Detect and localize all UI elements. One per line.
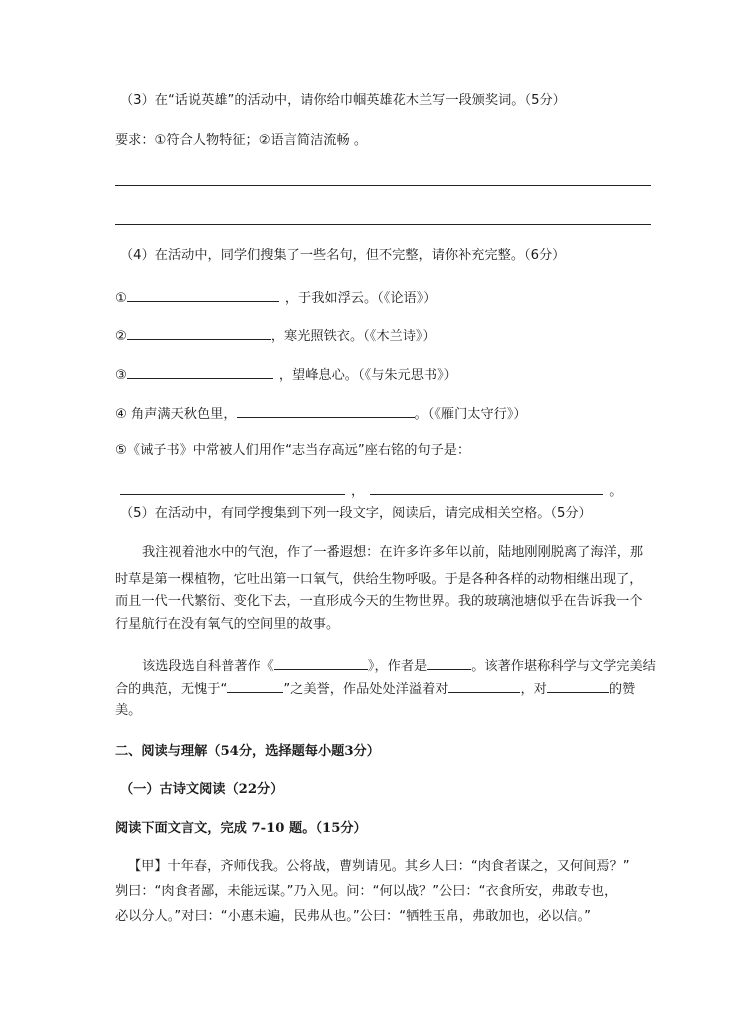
text: 的赞 [608,682,636,697]
fill-blank [127,286,279,302]
quote-item-3 [115,363,457,386]
q3-prompt: （3）在“话说英雄”的活动中，请你给巾帼英雄花木兰写一段颁奖词。（5分） [120,93,566,108]
passage-line: 行星航行在没有氧气的空间里的故事。 [115,617,340,632]
text: 》，作者是 [367,659,428,674]
fill-blank [127,324,271,340]
fill-blank [127,363,273,379]
fill-blank [274,654,368,670]
quote-item-5-answer [120,479,622,502]
item-text: ，于我如浮云。（《论语》） [284,291,437,306]
fill-blank [237,402,415,418]
quote-item-5: ⑤《诫子书》中常被人们用作“志当存高远”座右铭的句子是： [115,443,471,458]
text: ，对 [520,682,547,697]
item-number: ① [115,291,127,306]
fill-blank [448,677,520,693]
fill-blank [370,479,603,495]
text: 合的典范，无愧于“ [115,682,228,697]
text: 。该著作堪称科学与文学完美结 [471,659,656,674]
text: 该选段选自科普著作《 [142,659,274,674]
subsection-title: （一）古诗文阅读（22分） [120,782,284,797]
quote-item-1 [115,286,436,309]
classical-passage-line: 【甲】十年春，齐师伐我。公将战，曹刿请见。其乡人曰：“肉食者谋之，又何间焉？” [128,859,630,874]
fill-line-3: 美。 [115,703,142,718]
answer-line-1 [115,185,651,186]
item-number: ④ 角声满天秋色里， [115,407,237,422]
quote-item-4 [115,402,527,425]
q5-prompt: （5）在活动中，有同学搜集到下列一段文字，阅读后，请完成相关空格。（5分） [120,506,592,521]
fill-line-1 [115,654,656,677]
passage-line: 时草是第一棵植物，它吐出第一口氧气，供给生物呼吸。于是各种各样的动物相继出现了， [115,572,643,587]
separator: ， [351,484,365,499]
fill-blank [547,677,609,693]
fill-line-2 [115,677,635,700]
fill-blank [120,479,345,495]
end-mark: 。 [609,484,623,499]
classical-passage-line: 刿曰：“肉食者鄙，未能远谋。”乃入见。问：“何以战？”公曰：“衣食所安，弗敢专也， [115,884,618,899]
passage-line: 而且一代一代繁衍、变化下去，一直形成今天的生物世界。我的玻璃池塘似乎在告诉我一个 [115,594,643,609]
item-number: ② [115,329,127,344]
classical-passage-line: 必以分人。”对曰：“小惠未遍，民弗从也。”公曰：“牺牲玉帛，弗敢加也，必以信。” [115,909,591,924]
section-title: 二、阅读与理解（54分，选择题每小题3分） [115,744,380,759]
q3-requirement: 要求：①符合人物特征；②语言简洁流畅 。 [115,133,368,148]
q4-prompt: （4）在活动中，同学们搜集了一些名句，但不完整，请你补充完整。（6分） [120,248,566,263]
item-number: ③ [115,368,127,383]
text: ”之美誉，作品处处洋溢着对 [283,682,449,697]
answer-line-2 [115,224,651,225]
item-text: ，寒光照铁衣。（《木兰诗》） [270,329,436,344]
passage-line: 我注视着池水中的气泡，作了一番遐想：在许多许多年以前，陆地刚刚脱离了海洋，那 [142,545,644,560]
fill-blank [227,677,283,693]
item-text: 。（《雁门太守行》） [414,407,527,422]
quote-item-2 [115,324,436,347]
item-text: ，望峰息心。（《与朱元思书》） [278,368,457,383]
reading-instruction: 阅读下面文言文，完成 7-10 题。（15分） [115,821,367,836]
fill-blank [427,654,471,670]
